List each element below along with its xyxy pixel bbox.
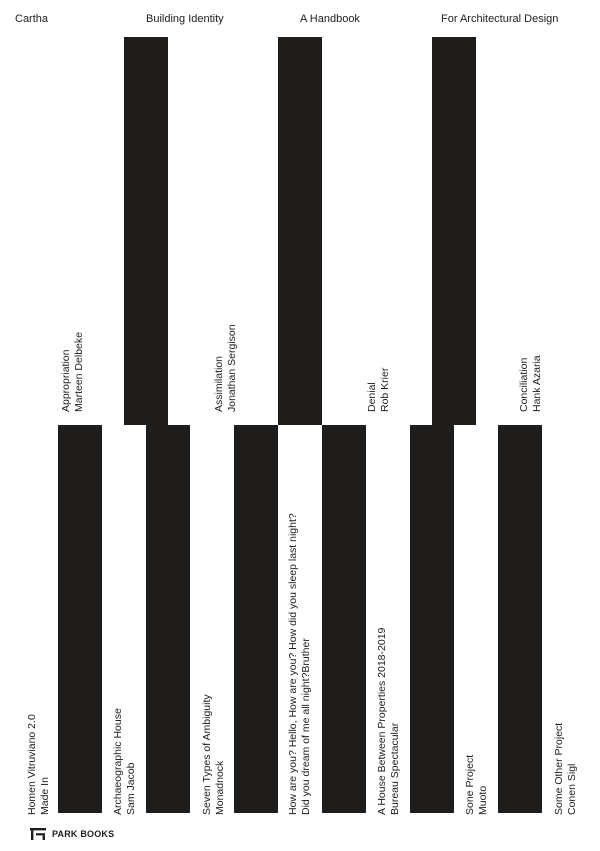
- upper-text-4-line2: Hank Azaria: [531, 355, 543, 412]
- lower-text-6-line2: Muoto: [477, 785, 489, 815]
- lower-text-3: [201, 694, 227, 815]
- lower-bar-6: [498, 425, 542, 813]
- lower-text-4-line1: How are you? Hello, How are you? How did you sleep last night?: [287, 513, 299, 815]
- upper-text-1-line1: Appropriation: [60, 349, 72, 412]
- upper-text-3: [366, 368, 392, 412]
- lower-text-2-line1: Archaeographic House: [112, 708, 124, 815]
- lower-bar-4: [322, 425, 366, 813]
- lower-text-3-line2: Monadnock: [214, 760, 226, 815]
- upper-bar-3: [432, 37, 476, 425]
- lower-text-7-line1: Some Other Project: [553, 722, 565, 815]
- lower-bar-5: [410, 425, 454, 813]
- lower-text-4: [287, 513, 313, 815]
- upper-text-2: [213, 324, 239, 412]
- publisher-logo: [30, 827, 114, 841]
- lower-bar-3: [234, 425, 278, 813]
- header-cartha: Cartha: [15, 13, 49, 25]
- header-building-identity: Building Identity: [146, 13, 224, 25]
- upper-text-1: [60, 332, 86, 412]
- upper-text-4: [518, 355, 544, 412]
- upper-text-3-line2: Rob Krier: [379, 367, 391, 412]
- upper-bar-1: [124, 37, 168, 425]
- lower-text-4-line2: Did you dream of me all night?Bruther: [300, 638, 312, 815]
- lower-text-3-line1: Seven Types of Ambiguity: [201, 694, 213, 815]
- lower-text-5-line1: A House Between Properties 2018-2019: [376, 627, 388, 815]
- lower-bar-1: [58, 425, 102, 813]
- upper-bar-2: [278, 37, 322, 425]
- header-a-handbook: A Handbook: [300, 13, 360, 25]
- lower-text-7-line2: Conen Sigl: [566, 763, 578, 815]
- upper-text-1-line2: Marteen Delbeke: [73, 332, 85, 412]
- park-books-bench-icon: [30, 828, 46, 840]
- lower-text-2: [112, 708, 138, 815]
- upper-text-2-line2: Jonathan Sergison: [226, 324, 238, 412]
- upper-text-2-line1: Assimilation: [213, 355, 225, 412]
- header-for-architectural-design: For Architectural Design: [441, 13, 559, 25]
- lower-text-6-line1: Sone Project: [464, 754, 476, 815]
- lower-text-1: [26, 714, 52, 815]
- lower-text-2-line2: Sam Jacob: [125, 762, 137, 815]
- lower-text-7: [553, 723, 579, 815]
- lower-bar-2: [146, 425, 190, 813]
- lower-text-5: [376, 628, 402, 815]
- lower-text-1-line1: Homen Vitruviano 2.0: [26, 714, 38, 815]
- upper-text-3-line1: Denial: [366, 382, 378, 412]
- lower-text-5-line2: Bureau Spectacular: [389, 722, 401, 815]
- upper-text-4-line1: Conciliation: [518, 357, 530, 412]
- lower-text-6: [464, 755, 490, 815]
- lower-text-1-line2: Made In: [39, 777, 51, 815]
- publisher-name: PARK BOOKS: [52, 829, 115, 839]
